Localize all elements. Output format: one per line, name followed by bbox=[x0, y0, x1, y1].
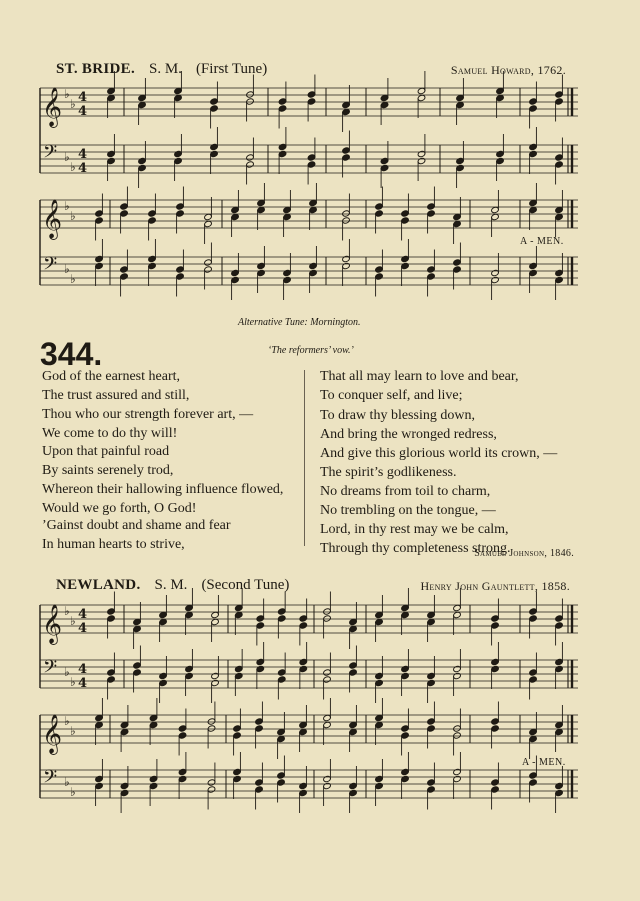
left-stanza-2 bbox=[42, 442, 283, 518]
verse-line: By saints serenely trod, bbox=[42, 463, 174, 478]
time-signature: 4 bbox=[78, 104, 88, 119]
tune1-meter: S. M. bbox=[149, 61, 182, 77]
flat-sign: ♭ bbox=[64, 199, 70, 213]
column-divider bbox=[304, 370, 305, 546]
treble-clef: 𝄞 bbox=[42, 714, 63, 754]
hymn-number: 344. bbox=[40, 336, 103, 372]
tune1-composer-date: 1762. bbox=[537, 63, 566, 77]
verse-line: That all may learn to love and bear, bbox=[320, 369, 519, 384]
flat-sign: ♭ bbox=[70, 272, 76, 286]
verse-line: To conquer self, and live; bbox=[320, 388, 463, 403]
verse-line: The spirit’s godlikeness. bbox=[320, 465, 457, 480]
time-signature: 4 bbox=[78, 662, 88, 677]
tune2-name: NEWLAND. bbox=[56, 577, 141, 593]
tune2-amen: A - MEN. bbox=[522, 757, 566, 768]
verse-line: Would we go forth, O God! bbox=[42, 501, 197, 516]
flat-sign: ♭ bbox=[64, 262, 70, 276]
verse-line: And give this glorious world its crown, — bbox=[320, 446, 558, 461]
time-signature: 4 bbox=[78, 607, 88, 622]
flat-sign: ♭ bbox=[70, 675, 76, 689]
verse-line: Whereon their hallowing influence flowed, bbox=[42, 482, 284, 497]
tune1-name: ST. BRIDE. bbox=[56, 61, 135, 77]
tune2-meter: S. M. bbox=[154, 577, 188, 593]
hymn-author: Samuel Johnson, 1846. bbox=[474, 548, 574, 559]
verse-line: To draw thy blessing down, bbox=[320, 408, 475, 423]
time-signature: 4 bbox=[78, 90, 88, 105]
left-stanza-3 bbox=[42, 516, 231, 554]
treble-clef: 𝄞 bbox=[42, 199, 63, 239]
verse-line: Lord, in thy rest may we be calm, bbox=[320, 522, 509, 537]
flat-sign: ♭ bbox=[64, 665, 70, 679]
verse-line: No dreams from toil to charm, bbox=[320, 484, 491, 499]
treble-clef: 𝄞 bbox=[42, 604, 63, 644]
verse-line: In human hearts to strive, bbox=[42, 537, 185, 552]
flat-sign: ♭ bbox=[64, 604, 70, 618]
right-stanza-2 bbox=[320, 406, 557, 482]
time-signature: 4 bbox=[78, 147, 88, 162]
verse-line: No trembling on the tongue, — bbox=[320, 503, 496, 518]
tune2-note: (Second Tune) bbox=[201, 577, 290, 593]
verse-line: God of the earnest heart, bbox=[42, 369, 180, 384]
bass-clef: 𝄢 bbox=[43, 142, 58, 167]
tune1-composer-name: Samuel Howard, bbox=[450, 63, 535, 77]
hymn-subtitle: ‘The reformers’ vow.’ bbox=[268, 345, 354, 356]
verse-line: Through thy completeness strong. bbox=[320, 541, 511, 556]
verse-line: And bring the wronged redress, bbox=[320, 427, 497, 442]
flat-sign: ♭ bbox=[64, 775, 70, 789]
left-stanza-1 bbox=[42, 367, 253, 443]
tune2-composer bbox=[420, 579, 570, 594]
verse-line: ’Gainst doubt and shame and fear bbox=[42, 518, 231, 533]
flat-sign: ♭ bbox=[64, 150, 70, 164]
right-stanza-3 bbox=[320, 482, 511, 558]
flat-sign: ♭ bbox=[70, 97, 76, 111]
flat-sign: ♭ bbox=[64, 87, 70, 101]
flat-sign: ♭ bbox=[70, 160, 76, 174]
bass-clef: 𝄢 bbox=[43, 657, 58, 682]
treble-clef: 𝄞 bbox=[42, 87, 63, 127]
verse-line: We come to do thy will! bbox=[42, 426, 178, 441]
verse-line: The trust assured and still, bbox=[42, 388, 190, 403]
bass-clef: 𝄢 bbox=[43, 254, 58, 279]
alternative-tune: Alternative Tune: Mornington. bbox=[238, 317, 361, 328]
flat-sign: ♭ bbox=[70, 209, 76, 223]
flat-sign: ♭ bbox=[64, 714, 70, 728]
right-stanza-1 bbox=[320, 367, 518, 405]
time-signature: 4 bbox=[78, 676, 88, 691]
tune1-amen: A - MEN. bbox=[520, 236, 564, 247]
tune2-composer-date: 1858. bbox=[541, 579, 570, 593]
verse-line: Upon that painful road bbox=[42, 444, 170, 459]
tune2-composer-name: Henry John Gauntlett, bbox=[420, 579, 539, 593]
verse-line: Thou who our strength forever art, — bbox=[42, 407, 254, 422]
flat-sign: ♭ bbox=[70, 785, 76, 799]
flat-sign: ♭ bbox=[70, 724, 76, 738]
tune2-header bbox=[56, 576, 289, 594]
time-signature: 4 bbox=[78, 161, 88, 176]
time-signature: 4 bbox=[78, 621, 88, 636]
tune1-note: (First Tune) bbox=[195, 61, 268, 77]
flat-sign: ♭ bbox=[70, 614, 76, 628]
bass-clef: 𝄢 bbox=[43, 767, 58, 792]
